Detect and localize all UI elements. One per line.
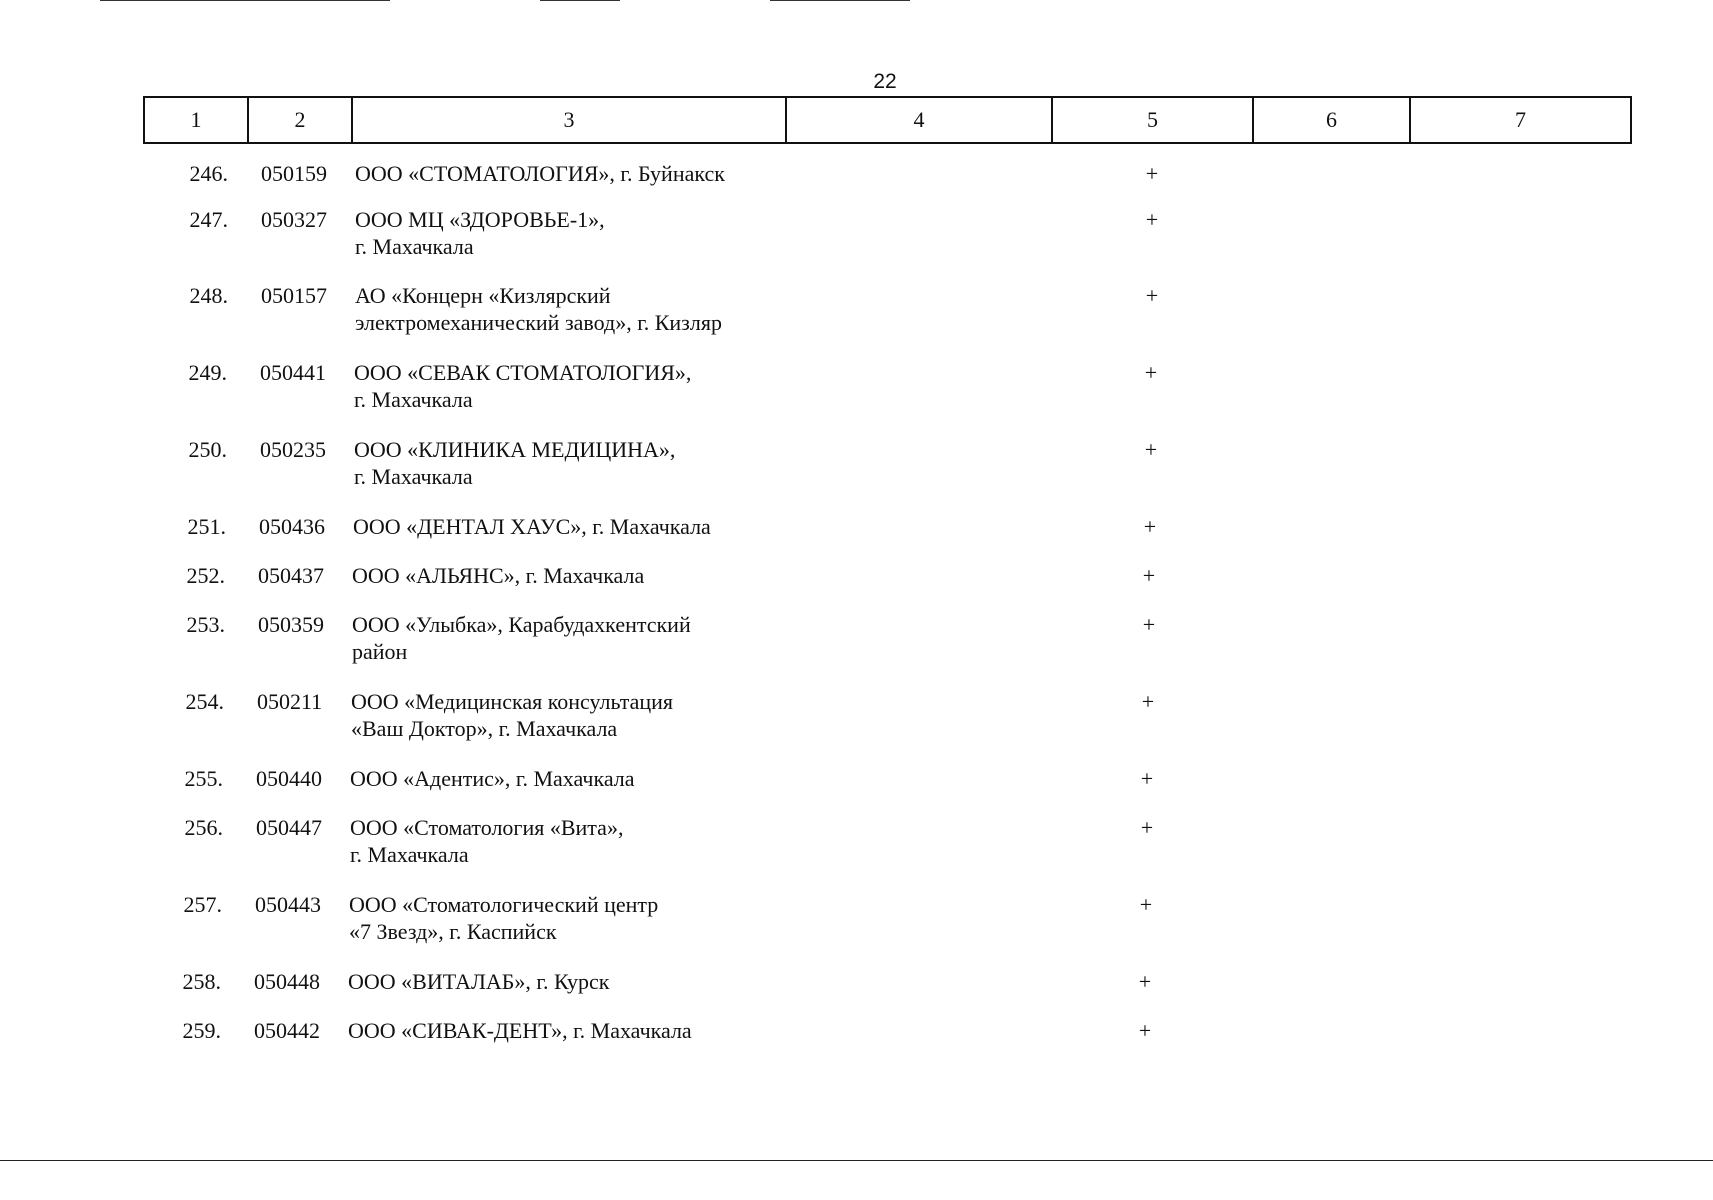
header-col-2: 2 — [249, 98, 353, 142]
organization-name-line: ООО «Стоматологический центр — [349, 892, 659, 917]
row-number: 252. — [186, 563, 225, 588]
row-organization-name — [353, 513, 793, 540]
row-col5-mark: + — [1145, 161, 1159, 186]
row-organization-name — [348, 1017, 788, 1044]
row-col5-mark: + — [1142, 563, 1156, 588]
row-organization-name — [352, 611, 792, 665]
header-col-5: 5 — [1053, 98, 1254, 142]
row-code: 050441 — [260, 360, 326, 385]
row-organization-name — [355, 160, 795, 187]
organization-name-line: г. Махачкала — [354, 464, 473, 489]
organization-name-line: ООО «Улыбка», Карабудахкентский — [352, 612, 691, 637]
row-number: 247. — [189, 207, 228, 232]
row-code: 050442 — [254, 1018, 320, 1043]
row-organization-name — [352, 562, 792, 589]
row-organization-name — [354, 436, 794, 490]
row-code: 050440 — [256, 766, 322, 791]
row-organization-name — [354, 359, 794, 413]
organization-name-line: ООО «СЕВАК СТОМАТОЛОГИЯ», — [354, 360, 692, 385]
header-col-7: 7 — [1515, 107, 1526, 132]
row-number: 258. — [182, 969, 221, 994]
organization-name-line: ООО «СТОМАТОЛОГИЯ», г. Буйнакск — [355, 161, 725, 186]
row-organization-name — [355, 206, 795, 260]
row-code: 050437 — [258, 563, 324, 588]
organization-name-line: «7 Звезд», г. Каспийск — [349, 919, 557, 944]
row-code: 050235 — [260, 437, 326, 462]
organization-name-line: ООО «ВИТАЛАБ», г. Курск — [348, 969, 610, 994]
organization-name-line: ООО «ДЕНТАЛ ХАУС», г. Махачкала — [353, 514, 711, 539]
organization-name-line: АО «Концерн «Кизлярский — [355, 283, 611, 308]
row-col5-mark: + — [1138, 1018, 1152, 1043]
row-col5-mark: + — [1144, 437, 1158, 462]
organization-name-line: г. Махачкала — [355, 234, 474, 259]
header-col-3: 3 — [353, 98, 787, 142]
row-organization-name — [351, 688, 791, 742]
row-number: 253. — [186, 612, 225, 637]
row-col5-mark: + — [1138, 969, 1152, 994]
row-col5-mark: + — [1139, 892, 1153, 917]
organization-name-line: электромеханический завод», г. Кизляр — [355, 310, 722, 335]
row-code: 050211 — [257, 689, 323, 714]
organization-name-line: ООО «Адентис», г. Махачкала — [350, 766, 635, 791]
row-col5-mark: + — [1145, 283, 1159, 308]
organization-name-line: ООО «Медицинская консультация — [351, 689, 674, 714]
row-number: 259. — [182, 1018, 221, 1043]
row-organization-name — [350, 765, 790, 792]
row-code: 050447 — [256, 815, 322, 840]
row-code: 050359 — [258, 612, 324, 637]
row-col5-mark: + — [1143, 514, 1157, 539]
row-number: 248. — [189, 283, 228, 308]
organization-name-line: ООО «СИВАК-ДЕНТ», г. Махачкала — [348, 1018, 692, 1043]
row-col5-mark: + — [1144, 360, 1158, 385]
organization-name-line: ООО «Стоматология «Вита», — [350, 815, 624, 840]
row-number: 256. — [184, 815, 223, 840]
scan-bottom-line — [0, 1160, 1713, 1161]
row-code: 050327 — [261, 207, 327, 232]
row-code: 050436 — [259, 514, 325, 539]
row-col5-mark: + — [1140, 815, 1154, 840]
header-col-4: 4 — [787, 98, 1053, 142]
row-number: 257. — [183, 892, 222, 917]
row-organization-name — [350, 814, 790, 868]
row-organization-name — [348, 968, 788, 995]
organization-name-line: г. Махачкала — [354, 387, 473, 412]
row-organization-name — [355, 282, 795, 336]
header-col-6: 6 — [1254, 98, 1411, 142]
row-code: 050159 — [261, 161, 327, 186]
row-col5-mark: + — [1140, 766, 1154, 791]
organization-name-line: ООО «АЛЬЯНС», г. Махачкала — [352, 563, 645, 588]
row-code: 050443 — [255, 892, 321, 917]
organization-name-line: г. Махачкала — [350, 842, 469, 867]
row-number: 254. — [185, 689, 224, 714]
row-col5-mark: + — [1145, 207, 1159, 232]
header-col-1: 1 — [145, 98, 249, 142]
row-col5-mark: + — [1141, 689, 1155, 714]
row-number: 251. — [187, 514, 226, 539]
row-number: 246. — [189, 161, 228, 186]
row-number: 249. — [188, 360, 227, 385]
organization-name-line: район — [352, 639, 408, 664]
organization-name-line: «Ваш Доктор», г. Махачкала — [351, 716, 618, 741]
row-number: 255. — [184, 766, 223, 791]
row-col5-mark: + — [1142, 612, 1156, 637]
row-code: 050157 — [261, 283, 327, 308]
page-number: 22 — [873, 70, 897, 93]
row-code: 050448 — [254, 969, 320, 994]
row-number: 250. — [188, 437, 227, 462]
organization-name-line: ООО «КЛИНИКА МЕДИЦИНА», — [354, 437, 676, 462]
organization-name-line: ООО МЦ «ЗДОРОВЬЕ-1», — [355, 207, 605, 232]
row-organization-name — [349, 891, 789, 945]
